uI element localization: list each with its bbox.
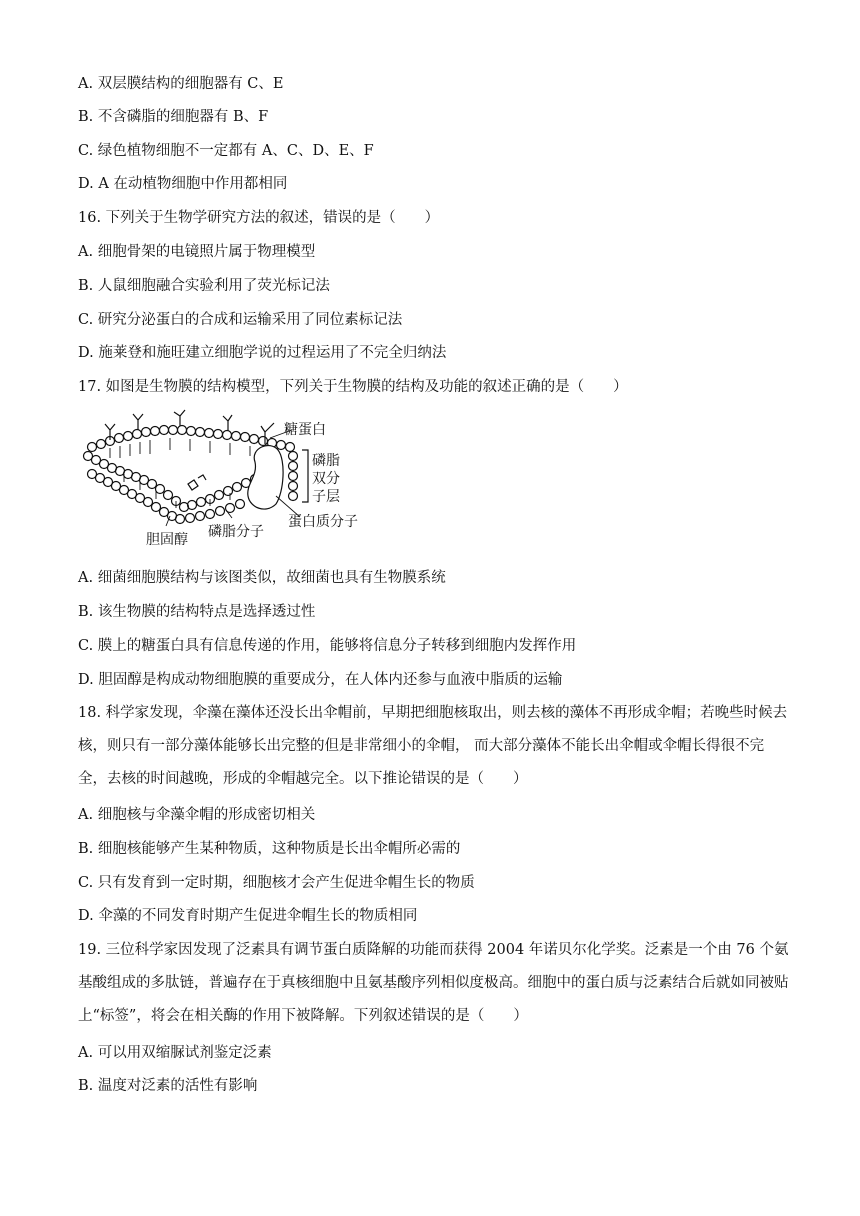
q19-option-a: A. 可以用双缩脲试剂鉴定泛素	[78, 1045, 272, 1061]
q16-option-a: A. 细胞骨架的电镜照片属于物理模型	[78, 244, 316, 260]
label-bilayer-1: 磷脂	[312, 453, 340, 469]
front-edge-heads	[84, 452, 260, 524]
phospholipid-tails	[110, 438, 250, 508]
q18-option-a: A. 细胞核与伞藻伞帽的形成密切相关	[78, 807, 316, 823]
protein-molecule	[248, 446, 283, 510]
membrane-model-figure	[80, 404, 370, 554]
q18-option-c: C. 只有发育到一定时期，细胞核才会产生促进伞帽生长的物质	[78, 875, 475, 891]
q18-option-b: B. 细胞核能够产生某种物质，这种物质是长出伞帽所必需的	[78, 841, 461, 857]
q17-option-d: D. 胆固醇是构成动物细胞膜的重要成分，在人体内还参与血液中脂质的运输	[78, 672, 563, 688]
label-bilayer-3: 子层	[312, 489, 340, 505]
q17-option-b: B. 该生物膜的结构特点是选择透过性	[78, 604, 316, 620]
q16-option-c: C. 研究分泌蛋白的合成和运输采用了同位素标记法	[78, 312, 403, 328]
q15-option-b: B. 不含磷脂的细胞器有 B、F	[78, 109, 269, 125]
membrane-drawing	[84, 410, 309, 526]
label-protein: 蛋白质分子	[288, 514, 358, 530]
q17-option-c: C. 膜上的糖蛋白具有信息传递的作用，能够将信息分子转移到细胞内发挥作用	[78, 638, 577, 654]
label-phospholipid: 磷脂分子	[208, 524, 264, 540]
cholesterol-bits	[188, 475, 206, 490]
label-cholesterol: 胆固醇	[146, 532, 188, 548]
q16-option-b: B. 人鼠细胞融合实验利用了荧光标记法	[78, 278, 330, 294]
q18-stem: 18. 科学家发现，伞藻在藻体还没长出伞帽前，早期把细胞核取出，则去核的藻体不再形成伞帽；若晚些时候去核，则只有一部分藻体能够长出完整的但是非常细小的伞帽， 而大部分藻体不能长出伞帽或伞帽长得很不完全，去核的时间越晚，形成的伞帽越完全。以下推论错误的是（ ）	[78, 705, 788, 787]
q15-option-d: D. A 在动植物细胞中作用都相同	[78, 176, 288, 192]
q17-option-a: A. 细菌细胞膜结构与该图类似，故细菌也具有生物膜系统	[78, 570, 446, 586]
label-bilayer-2: 双分	[312, 471, 340, 487]
q16-option-d: D. 施莱登和施旺建立细胞学说的过程运用了不完全归纳法	[78, 345, 447, 361]
q15-option-a: A. 双层膜结构的细胞器有 C、E	[78, 76, 284, 92]
q19-stem: 19. 三位科学家因发现了泛素具有调节蛋白质降解的功能而获得 2004 年诺贝尔化学奖。泛素是一个由 76 个氨基酸组成的多肽链，普遍存在于真核细胞中且氨基酸序列相似度极高。细胞中的蛋白质与泛素结合后就如同被贴上“标签”，将会在相关酶的作用下被降解。下列叙述错误的是（ ）	[78, 942, 789, 1024]
label-glycoprotein: 糖蛋白	[284, 422, 326, 438]
q17-stem: 17. 如图是生物膜的结构模型，下列关于生物膜的结构及功能的叙述正确的是（ ）	[78, 379, 628, 395]
q16-stem: 16. 下列关于生物学研究方法的叙述，错误的是（ ）	[78, 210, 440, 226]
q18-option-d: D. 伞藻的不同发育时期产生促进伞帽生长的物质相同	[78, 908, 418, 924]
q19-option-b: B. 温度对泛素的活性有影响	[78, 1078, 258, 1094]
right-edge-heads	[289, 452, 298, 501]
bilayer-bracket	[302, 450, 308, 502]
q15-option-c: C. 绿色植物细胞不一定都有 A、C、D、E、F	[78, 143, 374, 159]
